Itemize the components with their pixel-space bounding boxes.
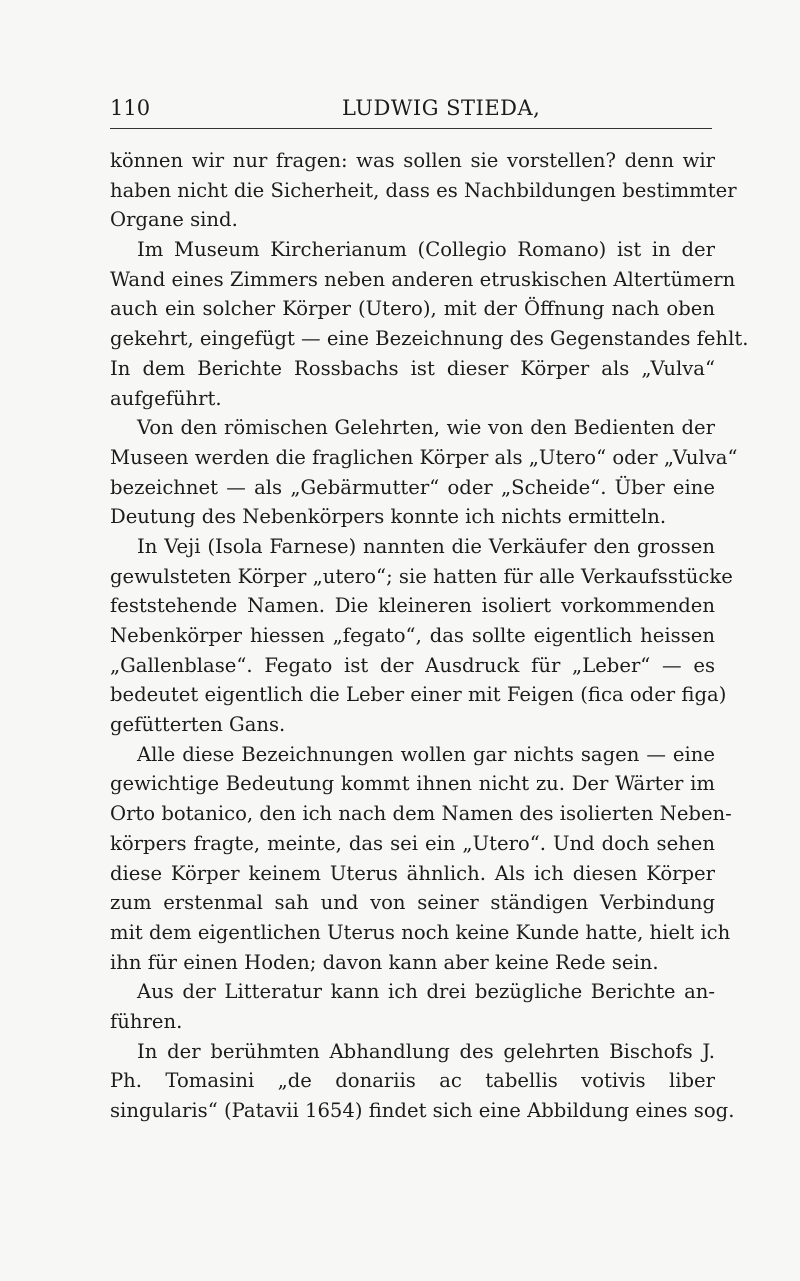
text-line: feststehende Namen. Die kleineren isoliert vorkommenden	[110, 594, 715, 618]
text-line: gekehrt, eingefügt — eine Bezeichnung des Gegenstandes fehlt.	[110, 327, 749, 351]
text-line: auch ein solcher Körper (Utero), mit der Öffnung nach oben	[110, 297, 715, 321]
text-line: Aus der Litteratur kann ich drei bezügliche Berichte an-	[137, 980, 715, 1004]
text-line: Deutung des Nebenkörpers konnte ich nichts ermitteln.	[110, 505, 667, 529]
text-line: ihn für einen Hoden; davon kann aber keine Rede sein.	[110, 950, 659, 974]
text-line: singularis“ (Patavii 1654) findet sich eine Abbildung eines sog.	[110, 1099, 735, 1122]
text-line: zum erstenmal sah und von seiner ständigen Verbindung	[110, 891, 715, 915]
text-line: Im Museum Kircherianum (Collegio Romano) ist in der	[137, 238, 715, 262]
text-line: bezeichnet — als „Gebärmutter“ oder „Scheide“. Über eine	[110, 475, 715, 499]
text-line: gewichtige Bedeutung kommt ihnen nicht zu. Der Wärter im	[110, 772, 715, 796]
text-line: führen.	[110, 1009, 183, 1033]
page-number: 110	[110, 96, 151, 120]
text-line: Ph. Tomasini „de donariis ac tabellis votivis liber	[110, 1069, 715, 1093]
header-rule	[110, 128, 712, 129]
text-line: bedeutet eigentlich die Leber einer mit Feigen (fica oder figa)	[110, 683, 727, 707]
text-line: Wand eines Zimmers neben anderen etruskischen Altertümern	[110, 267, 736, 291]
text-line: gefütterten Gans.	[110, 713, 286, 737]
text-line: Organe sind.	[110, 208, 238, 232]
text-line: In Veji (Isola Farnese) nannten die Verkäufer den grossen	[137, 534, 715, 558]
text-line: Alle diese Bezeichnungen wollen gar nichts sagen — eine	[137, 742, 715, 766]
text-line: In der berühmten Abhandlung des gelehrten Bischofs J.	[137, 1039, 715, 1063]
text-line: Orto botanico, den ich nach dem Namen des isolierten Neben-	[110, 802, 732, 826]
text-line: gewulsteten Körper „utero“; sie hatten für alle Verkaufsstücke	[110, 564, 733, 588]
text-line: aufgeführt.	[110, 386, 222, 410]
text-line: Von den römischen Gelehrten, wie von den Bedienten der	[137, 416, 715, 440]
text-line: können wir nur fragen: was sollen sie vorstellen? denn wir	[110, 149, 715, 172]
text-line: Nebenkörper hiessen „fegato“, das sollte eigentlich heissen	[110, 624, 715, 647]
page-header	[110, 90, 712, 130]
text-line: diese Körper keinem Uterus ähnlich. Als ich diesen Körper	[110, 861, 715, 885]
text-line: In dem Berichte Rossbachs ist dieser Körper als „Vulva“	[110, 356, 715, 380]
text-line: Museen werden die fraglichen Körper als „Utero“ oder „Vulva“	[110, 445, 738, 469]
text-line: haben nicht die Sicherheit, dass es Nachbildungen bestimmter	[110, 178, 737, 202]
running-head: LUDWIG STIEDA,	[342, 96, 541, 120]
text-line: mit dem eigentlichen Uterus noch keine Kunde hatte, hielt ich	[110, 920, 731, 944]
body-text	[110, 146, 749, 1126]
text-line: „Gallenblase“. Fegato ist der Ausdruck für „Leber“ — es	[110, 653, 715, 677]
text-line: körpers fragte, meinte, das sei ein „Utero“. Und doch sehen	[110, 831, 715, 855]
